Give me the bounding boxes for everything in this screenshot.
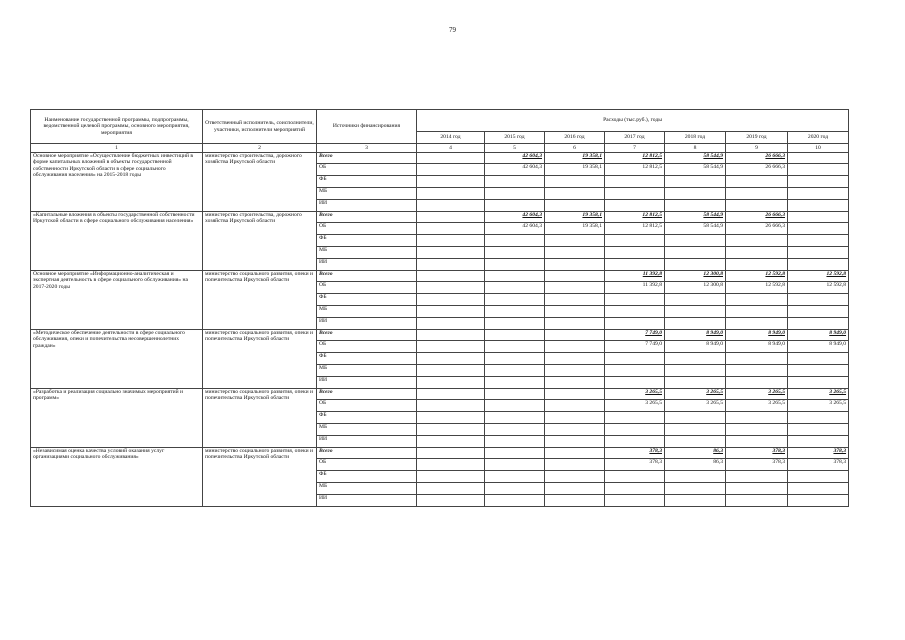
amount-cell <box>417 188 485 200</box>
amount-cell <box>605 353 665 365</box>
amount-cell <box>545 341 605 353</box>
funding-source: МБ <box>317 483 417 495</box>
amount-cell: 58 544,9 <box>665 212 726 223</box>
amount-cell <box>485 448 545 459</box>
amount-cell <box>605 377 665 389</box>
amount-cell <box>417 377 485 389</box>
amount-cell <box>545 247 605 259</box>
amount-cell: 3 265,5 <box>726 389 788 400</box>
amount-cell: 8 949,0 <box>665 341 726 353</box>
amount-cell: 7 749,0 <box>605 330 665 341</box>
event-executor: министерство социального развития, опеки и попечительства Иркутской области <box>203 448 317 507</box>
funding-source: ОБ <box>317 341 417 353</box>
amount-cell <box>485 400 545 412</box>
amount-cell <box>726 353 788 365</box>
amount-cell <box>605 483 665 495</box>
amount-cell <box>485 424 545 436</box>
amount-cell <box>417 495 485 507</box>
amount-cell <box>417 459 485 471</box>
amount-cell <box>485 377 545 389</box>
header-year: 2019 год <box>726 132 788 144</box>
amount-cell <box>417 164 485 176</box>
column-number: 3 <box>317 144 417 153</box>
column-number: 10 <box>788 144 849 153</box>
amount-cell <box>545 200 605 212</box>
amount-cell <box>665 318 726 330</box>
header-sources: Источники финансирования <box>317 110 417 144</box>
amount-cell: 8 949,0 <box>726 330 788 341</box>
amount-cell <box>417 200 485 212</box>
amount-cell <box>545 188 605 200</box>
event-executor: министерство социального развития, опеки и попечительства Иркутской области <box>203 271 317 330</box>
event-name: «Методическое обеспечение деятельности в сфере социального обслуживания, опеки и попечительства несовершеннолетних граждан» <box>31 330 203 389</box>
header-name: Наименование государственной программы, подпрограммы, ведомственной целевой программы, основного мероприятия, мероприятия <box>31 110 203 144</box>
amount-cell <box>417 412 485 424</box>
amount-cell <box>485 459 545 471</box>
header-expenses: Расходы (тыс.руб.), годы <box>417 110 849 132</box>
amount-cell: 378,3 <box>605 448 665 459</box>
column-number: 9 <box>726 144 788 153</box>
amount-cell <box>485 200 545 212</box>
amount-cell: 378,3 <box>788 459 849 471</box>
amount-cell <box>665 247 726 259</box>
funding-source: ОБ <box>317 223 417 235</box>
amount-cell <box>605 495 665 507</box>
event-executor: министерство строительства, дорожного хозяйства Иркутской области <box>203 212 317 271</box>
amount-cell <box>545 436 605 448</box>
amount-cell <box>485 318 545 330</box>
amount-cell <box>665 176 726 188</box>
amount-cell: 19 358,1 <box>545 223 605 235</box>
funding-source: МБ <box>317 365 417 377</box>
amount-cell <box>605 306 665 318</box>
amount-cell <box>726 247 788 259</box>
amount-cell <box>417 330 485 341</box>
amount-cell <box>545 471 605 483</box>
amount-cell <box>605 247 665 259</box>
amount-cell <box>665 365 726 377</box>
amount-cell: 8 949,0 <box>788 341 849 353</box>
amount-cell <box>485 412 545 424</box>
amount-cell <box>545 424 605 436</box>
funding-source: ИИ <box>317 495 417 507</box>
amount-cell: 12 300,8 <box>665 271 726 282</box>
amount-cell: 11 392,8 <box>605 282 665 294</box>
amount-cell: 86,3 <box>665 459 726 471</box>
amount-cell <box>788 247 849 259</box>
table-row <box>31 271 849 282</box>
amount-cell <box>788 153 849 164</box>
funding-source: ОБ <box>317 459 417 471</box>
amount-cell: 378,3 <box>726 448 788 459</box>
amount-cell <box>545 353 605 365</box>
amount-cell <box>665 377 726 389</box>
header-year: 2015 год <box>485 132 545 144</box>
amount-cell <box>788 235 849 247</box>
amount-cell: 378,3 <box>605 459 665 471</box>
amount-cell <box>417 259 485 271</box>
funding-source: МБ <box>317 306 417 318</box>
amount-cell <box>788 200 849 212</box>
amount-cell: 8 949,0 <box>665 330 726 341</box>
table-row <box>31 389 849 400</box>
header-year: 2020 год <box>788 132 849 144</box>
amount-cell <box>485 365 545 377</box>
amount-cell: 12 592,8 <box>726 282 788 294</box>
amount-cell <box>417 223 485 235</box>
amount-cell <box>726 471 788 483</box>
amount-cell <box>545 282 605 294</box>
amount-cell <box>485 188 545 200</box>
amount-cell <box>545 318 605 330</box>
amount-cell: 3 265,5 <box>788 400 849 412</box>
amount-cell <box>726 200 788 212</box>
amount-cell <box>417 176 485 188</box>
table-body <box>31 153 849 507</box>
funding-source: ИИ <box>317 436 417 448</box>
header-year: 2018 год <box>665 132 726 144</box>
amount-cell <box>485 271 545 282</box>
amount-cell <box>788 318 849 330</box>
amount-cell <box>726 495 788 507</box>
amount-cell: 12 300,8 <box>665 282 726 294</box>
amount-cell <box>417 436 485 448</box>
amount-cell <box>788 365 849 377</box>
amount-cell <box>788 212 849 223</box>
event-executor: министерство строительства, дорожного хозяйства Иркутской области <box>203 153 317 212</box>
amount-cell <box>417 306 485 318</box>
table-row <box>31 153 849 164</box>
amount-cell <box>605 176 665 188</box>
amount-cell <box>545 259 605 271</box>
funding-source: ФБ <box>317 235 417 247</box>
amount-cell <box>417 365 485 377</box>
column-number: 8 <box>665 144 726 153</box>
amount-cell: 11 392,8 <box>605 271 665 282</box>
amount-cell <box>417 212 485 223</box>
amount-cell: 58 544,9 <box>665 164 726 176</box>
funding-source: Всего <box>317 153 417 164</box>
amount-cell: 378,3 <box>788 448 849 459</box>
amount-cell <box>788 223 849 235</box>
amount-cell <box>417 153 485 164</box>
amount-cell <box>485 483 545 495</box>
amount-cell <box>417 294 485 306</box>
funding-source: Всего <box>317 389 417 400</box>
amount-cell <box>417 389 485 400</box>
table-row <box>31 330 849 341</box>
amount-cell: 58 544,9 <box>665 153 726 164</box>
amount-cell <box>485 341 545 353</box>
amount-cell: 26 666,3 <box>726 164 788 176</box>
amount-cell: 7 749,0 <box>605 341 665 353</box>
amount-cell <box>485 436 545 448</box>
amount-cell <box>726 365 788 377</box>
amount-cell <box>417 235 485 247</box>
amount-cell <box>726 412 788 424</box>
column-number: 5 <box>485 144 545 153</box>
funding-source: МБ <box>317 188 417 200</box>
amount-cell <box>726 483 788 495</box>
amount-cell <box>417 247 485 259</box>
table-row <box>31 212 849 223</box>
amount-cell <box>788 353 849 365</box>
amount-cell: 3 265,5 <box>726 400 788 412</box>
amount-cell <box>545 495 605 507</box>
event-executor: министерство социального развития, опеки и попечительства Иркутской области <box>203 389 317 448</box>
amount-cell <box>417 424 485 436</box>
amount-cell <box>417 483 485 495</box>
amount-cell <box>726 294 788 306</box>
amount-cell <box>605 436 665 448</box>
amount-cell: 8 949,0 <box>726 341 788 353</box>
amount-cell <box>545 377 605 389</box>
amount-cell <box>485 259 545 271</box>
funding-source: ИИ <box>317 200 417 212</box>
amount-cell <box>726 176 788 188</box>
amount-cell <box>665 495 726 507</box>
amount-cell <box>605 365 665 377</box>
amount-cell <box>417 471 485 483</box>
amount-cell: 3 265,5 <box>665 400 726 412</box>
amount-cell <box>726 318 788 330</box>
amount-cell <box>545 306 605 318</box>
amount-cell <box>788 412 849 424</box>
amount-cell <box>665 294 726 306</box>
amount-cell <box>485 389 545 400</box>
amount-cell: 12 812,5 <box>605 212 665 223</box>
event-name: Основное мероприятие «Информационно-аналитическая и экспертная деятельность в сфере социального обслуживания» на 2017-2020 годы <box>31 271 203 330</box>
funding-source: ОБ <box>317 282 417 294</box>
amount-cell <box>545 294 605 306</box>
amount-cell <box>665 412 726 424</box>
amount-cell <box>605 412 665 424</box>
amount-cell: 42 604,3 <box>485 164 545 176</box>
funding-source: Всего <box>317 212 417 223</box>
amount-cell: 19 358,1 <box>545 212 605 223</box>
funding-source: ИИ <box>317 259 417 271</box>
funding-source: Всего <box>317 330 417 341</box>
amount-cell: 8 949,0 <box>788 330 849 341</box>
header-year: 2014 год <box>417 132 485 144</box>
header-year: 2017 год <box>605 132 665 144</box>
amount-cell <box>788 377 849 389</box>
funding-source: МБ <box>317 424 417 436</box>
amount-cell <box>417 318 485 330</box>
amount-cell: 3 265,5 <box>665 389 726 400</box>
amount-cell <box>665 424 726 436</box>
amount-cell <box>545 235 605 247</box>
amount-cell <box>665 188 726 200</box>
amount-cell <box>545 389 605 400</box>
amount-cell <box>788 471 849 483</box>
event-name: «Разработка и реализация социально значимых мероприятий и программ» <box>31 389 203 448</box>
column-number: 1 <box>31 144 203 153</box>
amount-cell <box>665 436 726 448</box>
amount-cell <box>788 306 849 318</box>
amount-cell <box>605 318 665 330</box>
amount-cell <box>545 412 605 424</box>
amount-cell <box>726 424 788 436</box>
amount-cell <box>545 271 605 282</box>
amount-cell <box>485 495 545 507</box>
amount-cell <box>605 424 665 436</box>
amount-cell <box>417 282 485 294</box>
expenses-table <box>30 109 849 507</box>
funding-source: ОБ <box>317 400 417 412</box>
amount-cell <box>605 235 665 247</box>
amount-cell <box>788 188 849 200</box>
amount-cell <box>726 436 788 448</box>
amount-cell <box>665 235 726 247</box>
page-number: 79 <box>449 26 456 34</box>
column-number: 6 <box>545 144 605 153</box>
amount-cell: 86,3 <box>665 448 726 459</box>
funding-source: ФБ <box>317 471 417 483</box>
amount-cell <box>485 282 545 294</box>
amount-cell <box>788 164 849 176</box>
amount-cell <box>605 471 665 483</box>
amount-cell: 378,3 <box>726 459 788 471</box>
funding-source: ФБ <box>317 294 417 306</box>
funding-source: Всего <box>317 448 417 459</box>
amount-cell: 12 812,5 <box>605 153 665 164</box>
amount-cell: 42 604,3 <box>485 212 545 223</box>
amount-cell <box>605 188 665 200</box>
amount-cell: 26 666,3 <box>726 223 788 235</box>
amount-cell <box>726 306 788 318</box>
amount-cell <box>665 353 726 365</box>
amount-cell: 12 812,5 <box>605 164 665 176</box>
header-executor: Ответственный исполнитель, соисполнители, участники, исполнители мероприятий <box>203 110 317 144</box>
amount-cell <box>485 294 545 306</box>
amount-cell <box>485 330 545 341</box>
amount-cell: 42 604,3 <box>485 153 545 164</box>
amount-cell <box>545 459 605 471</box>
amount-cell <box>605 200 665 212</box>
event-name: Основное мероприятие «Осуществление бюджетных инвестиций в форме капитальных вложений в объекты государственной собственности Иркутской области в сфере социального обслуживания населения» на 2015-2018 годы <box>31 153 203 212</box>
amount-cell <box>788 176 849 188</box>
amount-cell: 12 592,8 <box>726 271 788 282</box>
amount-cell <box>417 271 485 282</box>
table-row <box>31 448 849 459</box>
amount-cell <box>788 294 849 306</box>
column-number: 2 <box>203 144 317 153</box>
event-executor: министерство социального развития, опеки и попечительства Иркутской области <box>203 330 317 389</box>
amount-cell <box>788 495 849 507</box>
amount-cell <box>665 471 726 483</box>
amount-cell: 26 666,3 <box>726 212 788 223</box>
amount-cell <box>788 436 849 448</box>
funding-source: Всего <box>317 271 417 282</box>
amount-cell <box>417 400 485 412</box>
amount-cell: 3 265,5 <box>605 389 665 400</box>
amount-cell <box>485 471 545 483</box>
amount-cell <box>485 353 545 365</box>
amount-cell <box>485 235 545 247</box>
amount-cell <box>545 365 605 377</box>
amount-cell <box>788 483 849 495</box>
amount-cell: 58 544,9 <box>665 223 726 235</box>
amount-cell <box>605 294 665 306</box>
amount-cell: 12 592,8 <box>788 271 849 282</box>
amount-cell: 42 604,3 <box>485 223 545 235</box>
amount-cell <box>605 259 665 271</box>
amount-cell <box>726 377 788 389</box>
amount-cell: 12 592,8 <box>788 282 849 294</box>
amount-cell <box>788 424 849 436</box>
amount-cell <box>417 448 485 459</box>
funding-source: ФБ <box>317 412 417 424</box>
event-name: «Капитальные вложения в объекты государственной собственности Иркутской области в сфере социального обслуживания населения» <box>31 212 203 271</box>
amount-cell <box>545 176 605 188</box>
amount-cell: 19 358,1 <box>545 153 605 164</box>
amount-cell <box>545 448 605 459</box>
funding-source: ИИ <box>317 377 417 389</box>
amount-cell <box>665 306 726 318</box>
column-number: 4 <box>417 144 485 153</box>
amount-cell <box>545 400 605 412</box>
amount-cell: 26 666,3 <box>726 153 788 164</box>
amount-cell <box>726 259 788 271</box>
funding-source: МБ <box>317 247 417 259</box>
amount-cell: 3 265,5 <box>788 389 849 400</box>
amount-cell: 19 358,1 <box>545 164 605 176</box>
amount-cell <box>545 483 605 495</box>
header-year: 2016 год <box>545 132 605 144</box>
funding-source: ФБ <box>317 353 417 365</box>
amount-cell <box>417 353 485 365</box>
amount-cell: 3 265,5 <box>605 400 665 412</box>
funding-source: ФБ <box>317 176 417 188</box>
event-name: «Независимая оценка качества условий оказания услуг организациями социального обслуживания» <box>31 448 203 507</box>
amount-cell <box>665 259 726 271</box>
amount-cell <box>726 188 788 200</box>
amount-cell <box>417 341 485 353</box>
amount-cell <box>485 247 545 259</box>
amount-cell: 12 812,5 <box>605 223 665 235</box>
amount-cell <box>485 176 545 188</box>
amount-cell <box>545 330 605 341</box>
amount-cell <box>665 200 726 212</box>
funding-source: ОБ <box>317 164 417 176</box>
funding-source: ИИ <box>317 318 417 330</box>
amount-cell <box>485 306 545 318</box>
column-number: 7 <box>605 144 665 153</box>
amount-cell <box>788 259 849 271</box>
amount-cell <box>665 483 726 495</box>
amount-cell <box>726 235 788 247</box>
